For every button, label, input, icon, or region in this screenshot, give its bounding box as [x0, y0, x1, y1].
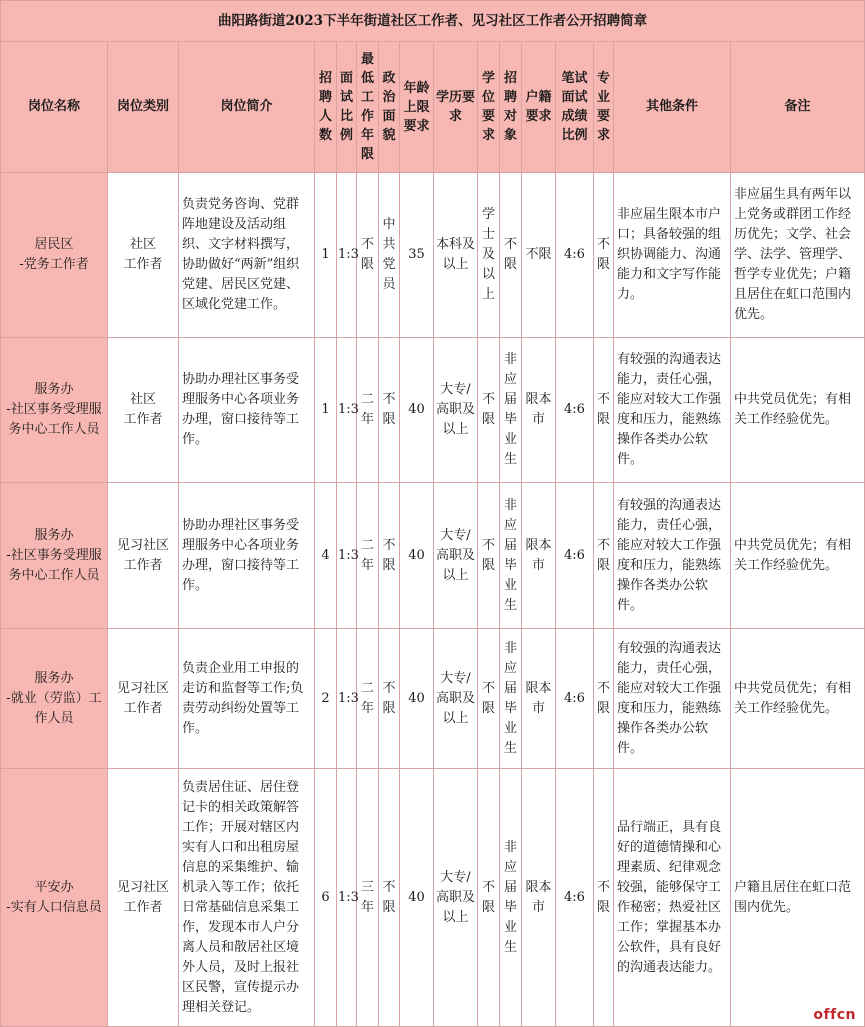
- header-edu: 学历要求: [434, 42, 478, 173]
- cell-edu: 大专/高职及以上: [434, 769, 478, 1027]
- page-title: 曲阳路街道2023下半年街道社区工作者、见习社区工作者公开招聘简章: [1, 1, 865, 42]
- cell-degree: 不限: [478, 483, 500, 629]
- cell-hukou: 限本市: [522, 338, 556, 483]
- cell-target: 非应届毕业生: [500, 483, 522, 629]
- cell-target: 不限: [500, 173, 522, 338]
- cell-age: 35: [400, 173, 434, 338]
- cell-hukou: 限本市: [522, 769, 556, 1027]
- title-row: [1, 1, 865, 42]
- cell-category: 社区 工作者: [108, 338, 179, 483]
- cell-remark: 户籍且居住在虹口范围内优先。: [731, 769, 865, 1027]
- cell-name: 居民区 -党务工作者: [1, 173, 108, 338]
- cell-name: 服务办 -社区事务受理服务中心工作人员: [1, 483, 108, 629]
- cell-intro: 负责居住证、居住登记卡的相关政策解答工作；开展对辖区内实有人口和出租房屋信息的采集维护、输机录入等工作；依托日常基础信息采集工作，发现本市人户分离人员和散居社区境外人员，及时上报社区民警，宣传提示办理相关登记。: [179, 769, 315, 1027]
- cell-count: 2: [315, 629, 337, 769]
- header-major: 专业要求: [594, 42, 614, 173]
- header-ratio: 面试比例: [337, 42, 357, 173]
- cell-politics: 不限: [379, 338, 400, 483]
- cell-count: 1: [315, 338, 337, 483]
- table-row: [1, 769, 865, 1027]
- cell-count: 4: [315, 483, 337, 629]
- header-exp: 最低工作年限: [357, 42, 379, 173]
- cell-score-ratio: 4:6: [556, 769, 594, 1027]
- cell-hukou: 限本市: [522, 483, 556, 629]
- cell-edu: 大专/高职及以上: [434, 338, 478, 483]
- cell-remark: 非应届生具有两年以上党务或群团工作经历优先；文学、社会学、法学、管理学、哲学专业优先；户籍且居住在虹口范围内优先。: [731, 173, 865, 338]
- cell-age: 40: [400, 338, 434, 483]
- cell-other: 非应届生限本市户口；具备较强的组织协调能力、沟通能力和文字写作能力。: [614, 173, 731, 338]
- cell-politics: 不限: [379, 769, 400, 1027]
- cell-politics: 不限: [379, 483, 400, 629]
- cell-age: 40: [400, 769, 434, 1027]
- cell-remark: 中共党员优先；有相关工作经验优先。: [731, 483, 865, 629]
- cell-ratio: 1:3: [337, 769, 357, 1027]
- cell-edu: 本科及以上: [434, 173, 478, 338]
- cell-score-ratio: 4:6: [556, 629, 594, 769]
- header-age: 年龄上限要求: [400, 42, 434, 173]
- cell-ratio: 1:3: [337, 173, 357, 338]
- cell-edu: 大专/高职及以上: [434, 629, 478, 769]
- header-target: 招聘对象: [500, 42, 522, 173]
- cell-category: 社区 工作者: [108, 173, 179, 338]
- cell-target: 非应届毕业生: [500, 769, 522, 1027]
- cell-target: 非应届毕业生: [500, 629, 522, 769]
- table-row: [1, 629, 865, 769]
- cell-major: 不限: [594, 483, 614, 629]
- table-row: [1, 173, 865, 338]
- cell-major: 不限: [594, 769, 614, 1027]
- cell-other: 品行端正，具有良好的道德情操和心理素质、纪律观念较强，能够保守工作秘密；热爱社区工作；掌握基本办公软件，具有良好的沟通表达能力。: [614, 769, 731, 1027]
- cell-target: 非应届毕业生: [500, 338, 522, 483]
- cell-major: 不限: [594, 629, 614, 769]
- cell-other: 有较强的沟通表达能力，责任心强，能应对较大工作强度和压力，能熟练操作各类办公软件。: [614, 629, 731, 769]
- table-row: [1, 483, 865, 629]
- cell-remark: 中共党员优先；有相关工作经验优先。: [731, 629, 865, 769]
- header-count: 招聘人数: [315, 42, 337, 173]
- header-score-ratio: 笔试面试成绩比例: [556, 42, 594, 173]
- cell-degree: 学士及以上: [478, 173, 500, 338]
- table-row: [1, 338, 865, 483]
- header-politics: 政治面貌: [379, 42, 400, 173]
- cell-degree: 不限: [478, 629, 500, 769]
- cell-major: 不限: [594, 338, 614, 483]
- cell-intro: 协助办理社区事务受理服务中心各项业务办理，窗口接待等工作。: [179, 338, 315, 483]
- offcn-watermark-logo: offcn: [813, 1007, 856, 1023]
- cell-other: 有较强的沟通表达能力，责任心强，能应对较大工作强度和压力，能熟练操作各类办公软件。: [614, 483, 731, 629]
- cell-hukou: 不限: [522, 173, 556, 338]
- cell-ratio: 1:3: [337, 629, 357, 769]
- header-hukou: 户籍要求: [522, 42, 556, 173]
- cell-score-ratio: 4:6: [556, 338, 594, 483]
- cell-ratio: 1:3: [337, 483, 357, 629]
- cell-score-ratio: 4:6: [556, 483, 594, 629]
- cell-ratio: 1:3: [337, 338, 357, 483]
- cell-category: 见习社区 工作者: [108, 629, 179, 769]
- cell-degree: 不限: [478, 338, 500, 483]
- cell-exp: 三年: [357, 769, 379, 1027]
- cell-name: 平安办 -实有人口信息员: [1, 769, 108, 1027]
- cell-remark: 中共党员优先；有相关工作经验优先。: [731, 338, 865, 483]
- header-other: 其他条件: [614, 42, 731, 173]
- cell-age: 40: [400, 629, 434, 769]
- cell-category: 见习社区 工作者: [108, 769, 179, 1027]
- cell-exp: 不限: [357, 173, 379, 338]
- cell-hukou: 限本市: [522, 629, 556, 769]
- cell-exp: 二年: [357, 629, 379, 769]
- cell-exp: 二年: [357, 338, 379, 483]
- header-remark: 备注: [731, 42, 865, 173]
- cell-name: 服务办 -社区事务受理服务中心工作人员: [1, 338, 108, 483]
- cell-count: 6: [315, 769, 337, 1027]
- cell-politics: 中共党员: [379, 173, 400, 338]
- cell-intro: 负责企业用工申报的走访和监督等工作;负责劳动纠纷处置等工作。: [179, 629, 315, 769]
- cell-major: 不限: [594, 173, 614, 338]
- header-row: [1, 42, 865, 173]
- cell-edu: 大专/高职及以上: [434, 483, 478, 629]
- cell-name: 服务办 -就业（劳监）工作人员: [1, 629, 108, 769]
- cell-exp: 二年: [357, 483, 379, 629]
- cell-politics: 不限: [379, 629, 400, 769]
- cell-age: 40: [400, 483, 434, 629]
- cell-degree: 不限: [478, 769, 500, 1027]
- cell-category: 见习社区 工作者: [108, 483, 179, 629]
- cell-intro: 协助办理社区事务受理服务中心各项业务办理，窗口接待等工作。: [179, 483, 315, 629]
- header-intro: 岗位简介: [179, 42, 315, 173]
- header-category: 岗位类别: [108, 42, 179, 173]
- cell-other: 有较强的沟通表达能力，责任心强，能应对较大工作强度和压力，能熟练操作各类办公软件。: [614, 338, 731, 483]
- cell-intro: 负责党务咨询、党群阵地建设及活动组织、文字材料撰写，协助做好“两新”组织党建、居民区党建、区域化党建工作。: [179, 173, 315, 338]
- header-name: 岗位名称: [1, 42, 108, 173]
- cell-score-ratio: 4:6: [556, 173, 594, 338]
- header-degree: 学位要求: [478, 42, 500, 173]
- cell-count: 1: [315, 173, 337, 338]
